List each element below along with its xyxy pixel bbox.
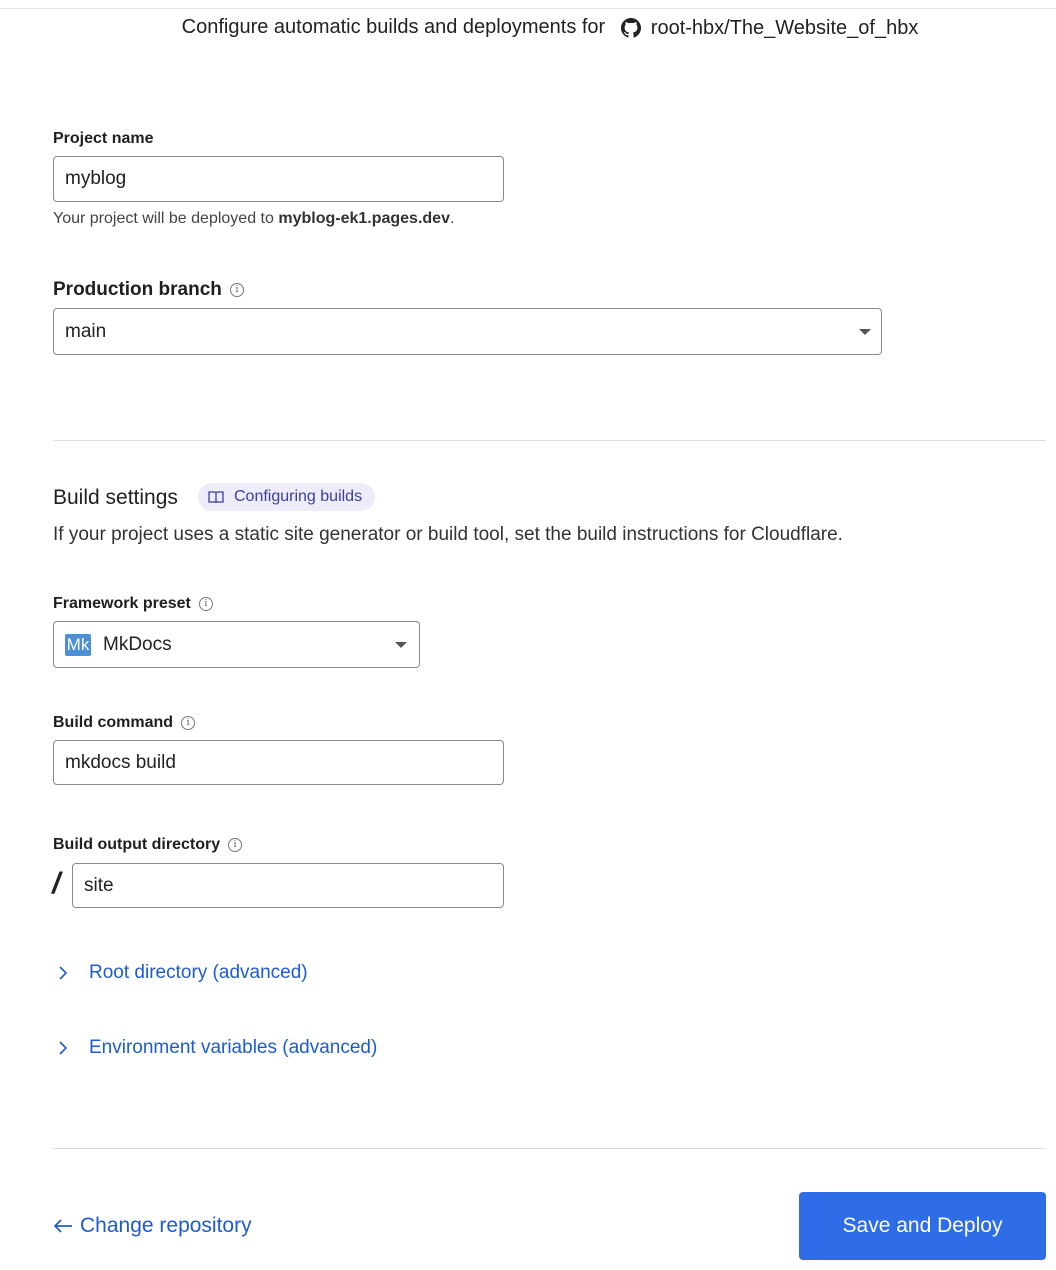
deploy-hint-prefix: Your project will be deployed to	[53, 210, 274, 227]
change-repository-link[interactable]	[53, 1214, 252, 1238]
chevron-right-icon	[57, 1039, 69, 1057]
header-intro: Configure automatic builds and deployments for	[181, 16, 606, 38]
deploy-domain: myblog-ek1.pages.dev	[278, 210, 450, 227]
book-icon	[208, 490, 224, 504]
build-output-input[interactable]	[72, 863, 504, 908]
info-icon[interactable]: i	[199, 597, 213, 611]
project-name-label: Project name	[53, 130, 154, 147]
production-branch-label-text: Production branch	[53, 279, 222, 300]
environment-variables-expander[interactable]	[53, 1037, 377, 1059]
build-output-value: site	[84, 874, 114, 896]
environment-variables-label: Environment variables (advanced)	[89, 1037, 378, 1058]
repo-reference	[621, 15, 919, 41]
production-branch-value: main	[65, 320, 107, 342]
production-branch-label	[53, 279, 244, 301]
root-directory-expander[interactable]	[53, 962, 308, 984]
build-command-label	[53, 714, 195, 732]
chevron-down-icon	[859, 329, 871, 335]
chevron-down-icon	[395, 642, 407, 648]
page-header	[0, 14, 1056, 41]
build-output-label-text: Build output directory	[53, 836, 221, 853]
change-repository-label: Change repository	[80, 1214, 252, 1237]
root-directory-label: Root directory (advanced)	[89, 962, 308, 983]
save-and-deploy-button[interactable]: Save and Deploy	[799, 1192, 1046, 1260]
project-name-input[interactable]	[53, 156, 504, 202]
footer-divider	[53, 1148, 1046, 1149]
configuring-builds-label: Configuring builds	[234, 488, 363, 505]
chevron-right-icon	[57, 964, 69, 982]
arrow-left-icon	[53, 1218, 73, 1234]
mkdocs-logo-icon: Mk	[66, 634, 90, 654]
production-branch-select[interactable]	[53, 308, 882, 355]
output-path-prefix: /	[52, 867, 61, 900]
build-output-label	[53, 836, 242, 854]
framework-preset-select[interactable]	[53, 621, 420, 668]
repo-name: root-hbx/The_Website_of_hbx	[650, 16, 919, 39]
build-command-input[interactable]	[53, 740, 504, 785]
deploy-url-hint	[53, 210, 454, 228]
framework-preset-value: MkDocs	[103, 633, 172, 655]
framework-preset-label	[53, 595, 213, 613]
build-command-value: mkdocs build	[65, 751, 176, 773]
info-icon[interactable]: i	[230, 283, 244, 297]
framework-preset-label-text: Framework preset	[53, 595, 191, 612]
configuring-builds-link[interactable]	[198, 483, 375, 511]
build-command-label-text: Build command	[53, 714, 174, 731]
build-settings-description: If your project uses a static site generator or build tool, set the build instructions for Cloudflare.	[53, 524, 843, 545]
github-icon	[621, 18, 641, 38]
info-icon[interactable]: i	[181, 716, 195, 730]
project-name-value: myblog	[65, 168, 127, 189]
build-settings-title: Build settings	[53, 486, 178, 509]
info-icon[interactable]: i	[228, 838, 242, 852]
deploy-hint-suffix: .	[449, 210, 455, 227]
section-divider	[53, 440, 1046, 441]
top-divider	[0, 8, 1056, 9]
